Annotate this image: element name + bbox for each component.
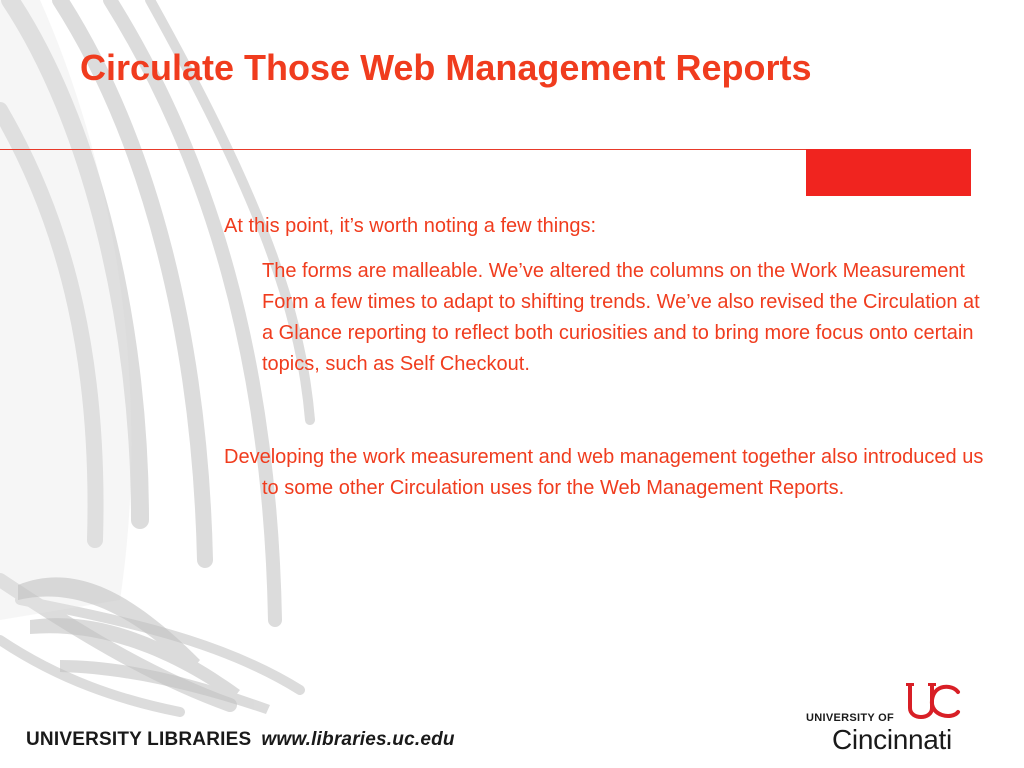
slide-title: Circulate Those Web Management Reports — [80, 47, 812, 88]
accent-block — [806, 149, 971, 196]
development-paragraph: Developing the work measurement and web management together also introduced us to some other Circulation uses for the Web Management Reports. — [224, 446, 984, 499]
footer-brand: UNIVERSITY LIBRARIES — [26, 729, 252, 750]
uc-logo — [806, 680, 976, 755]
footer-url: www.libraries.uc.edu — [261, 729, 455, 750]
title-divider — [0, 149, 806, 150]
forms-paragraph: The forms are malleable. We’ve altered the columns on the Work Measurement Form a few times to adapt to shifting trends. We’ve also revised the Circulation at a Glance reporting to reflect both curiosities and to bring more focus onto certain topics, such as Self Checkout. — [262, 260, 980, 375]
intro-paragraph: At this point, it’s worth noting a few things: — [224, 215, 597, 237]
footer-branding — [26, 729, 455, 751]
uc-logo-name: Cincinnati — [832, 724, 952, 755]
uc-logo-university-of: UNIVERSITY OF — [806, 712, 895, 724]
slide-body — [224, 211, 994, 504]
uc-monogram-icon — [902, 680, 964, 728]
